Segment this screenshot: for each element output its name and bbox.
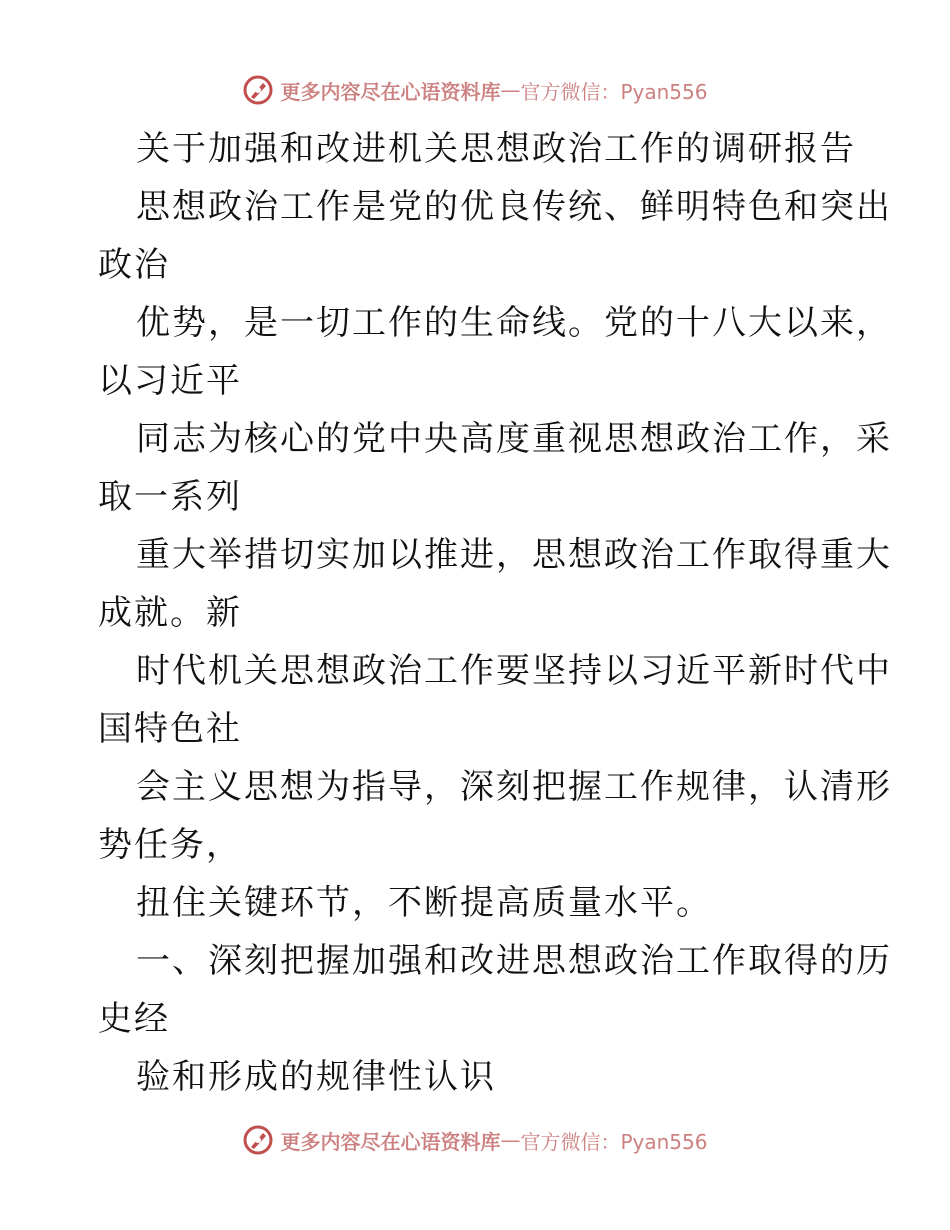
doc-line: 势任务， [98,825,242,865]
doc-line: 扭住关键环节，不断提高质量水平。 [136,883,712,923]
doc-line: 验和形成的规律性认识 [136,1057,496,1097]
banner-separator: — [500,1128,521,1152]
doc-line-title: 关于加强和改进机关思想政治工作的调研报告 [136,129,856,169]
doc-line: 国特色社 [98,709,242,749]
pen-circle-logo-icon [242,1124,274,1156]
doc-line: 史经 [98,999,170,1039]
doc-line: 时代机关思想政治工作要坚持以习近平新时代中 [136,651,892,691]
banner-brand-text: 更多内容尽在心语资料库 [280,1129,501,1154]
doc-line-section-heading: 一、深刻把握加强和改进思想政治工作取得的历 [136,941,892,981]
doc-line: 取一系列 [98,477,242,517]
banner-separator: — [500,78,521,102]
header-banner [0,70,950,110]
doc-line: 同志为核心的党中央高度重视思想政治工作，采 [136,419,892,459]
doc-line: 政治 [98,245,170,285]
banner-wechat-text: 官方微信：Pyan556 [520,79,708,104]
doc-line: 思想政治工作是党的优良传统、鲜明特色和突出 [136,187,892,227]
document-body [98,120,892,1106]
pen-circle-logo-icon [242,74,274,106]
doc-line: 会主义思想为指导，深刻把握工作规律，认清形 [136,767,892,807]
banner-brand-text: 更多内容尽在心语资料库 [280,79,501,104]
doc-line: 以习近平 [98,361,242,401]
doc-line: 优势，是一切工作的生命线。党的十八大以来， [136,303,892,343]
footer-banner [0,1120,950,1160]
doc-line: 成就。新 [98,593,242,633]
banner-wechat-text: 官方微信：Pyan556 [520,1129,708,1154]
doc-line: 重大举措切实加以推进，思想政治工作取得重大 [136,535,892,575]
